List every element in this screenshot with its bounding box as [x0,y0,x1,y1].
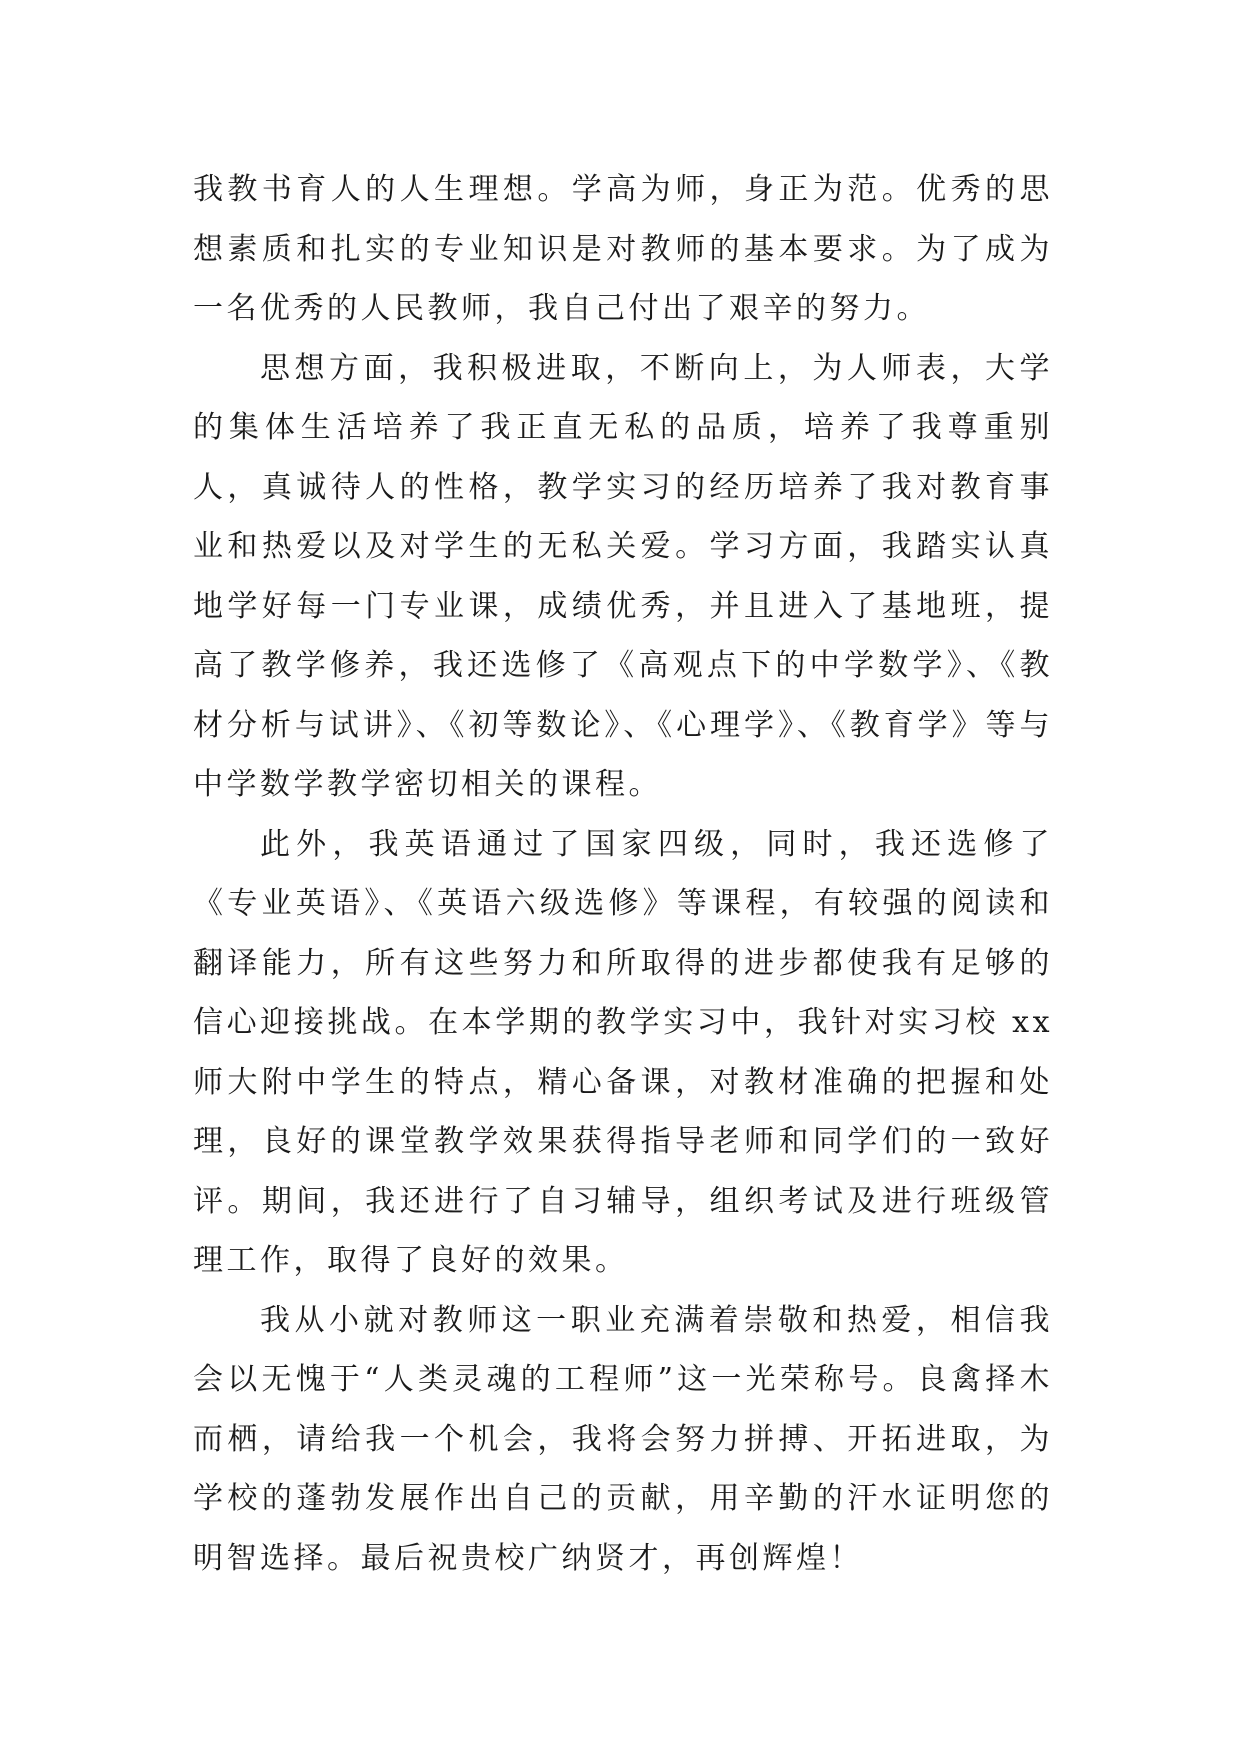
paragraph-1: 我教书育人的人生理想。学高为师，身正为范。优秀的思想素质和扎实的专业知识是对教师的基本要求。为了成为一名优秀的人民教师，我自己付出了艰辛的努力。 [193,172,1053,326]
paragraph-2: 思想方面，我积极进取，不断向上，为人师表，大学的集体生活培养了我正直无私的品质，培养了我尊重别人，真诚待人的性格，教学实习的经历培养了我对教育事业和热爱以及对学生的无私关爱。学习方面，我踏实认真地学好每一门专业课，成绩优秀，并且进入了基地班，提高了教学修养，我还选修了《高观点下的中学数学》、《教材分析与试讲》、《初等数论》、《心理学》、《教育学》等与中学数学教学密切相关的课程。 [193,350,1053,802]
paragraph-4: 我从小就对教师这一职业充满着崇敬和热爱，相信我会以无愧于“人类灵魂的工程师”这一光荣称号。良禽择木而栖，请给我一个机会，我将会努力拼搏、开拓进取，为学校的蓬勃发展作出自己的贡献，用辛勤的汗水证明您的明智选择。最后祝贵校广纳贤才，再创辉煌！ [193,1302,1053,1576]
paragraph-3: 此外，我英语通过了国家四级，同时，我还选修了《专业英语》、《英语六级选修》等课程，有较强的阅读和翻译能力，所有这些努力和所取得的进步都使我有足够的信心迎接挑战。在本学期的教学实习中，我针对实习校 xx 师大附中学生的特点，精心备课，对教材准确的把握和处理，良好的课堂教学效果获得指导老师和同学们的一致好评。期间，我还进行了自习辅导，组织考试及进行班级管理工作，取得了良好的效果。 [193,826,1053,1278]
document-body [193,160,1053,1588]
